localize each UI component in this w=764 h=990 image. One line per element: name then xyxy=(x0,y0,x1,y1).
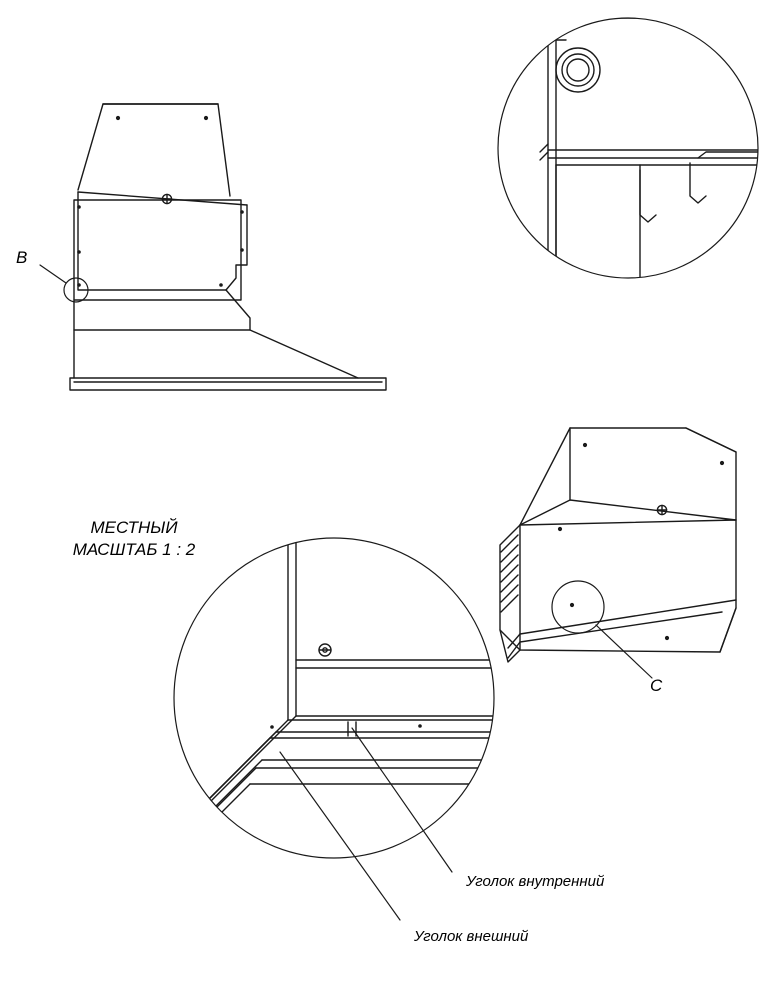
scale-note-line-1: МЕСТНЫЙ xyxy=(90,518,178,537)
detail-callout-c: C xyxy=(650,676,663,695)
scale-note-line-2: МАСШТАБ 1 : 2 xyxy=(72,540,196,559)
part-label-inner-angle: Уголок внутренний xyxy=(466,873,605,890)
detail-callout-b: B xyxy=(16,248,28,267)
detail-b-circle-view xyxy=(498,0,760,300)
isometric-view xyxy=(500,428,736,678)
side-elevation-view xyxy=(40,104,386,390)
local-detail-scale-view xyxy=(158,538,500,920)
part-label-outer-angle: Уголок внешний xyxy=(414,928,529,945)
